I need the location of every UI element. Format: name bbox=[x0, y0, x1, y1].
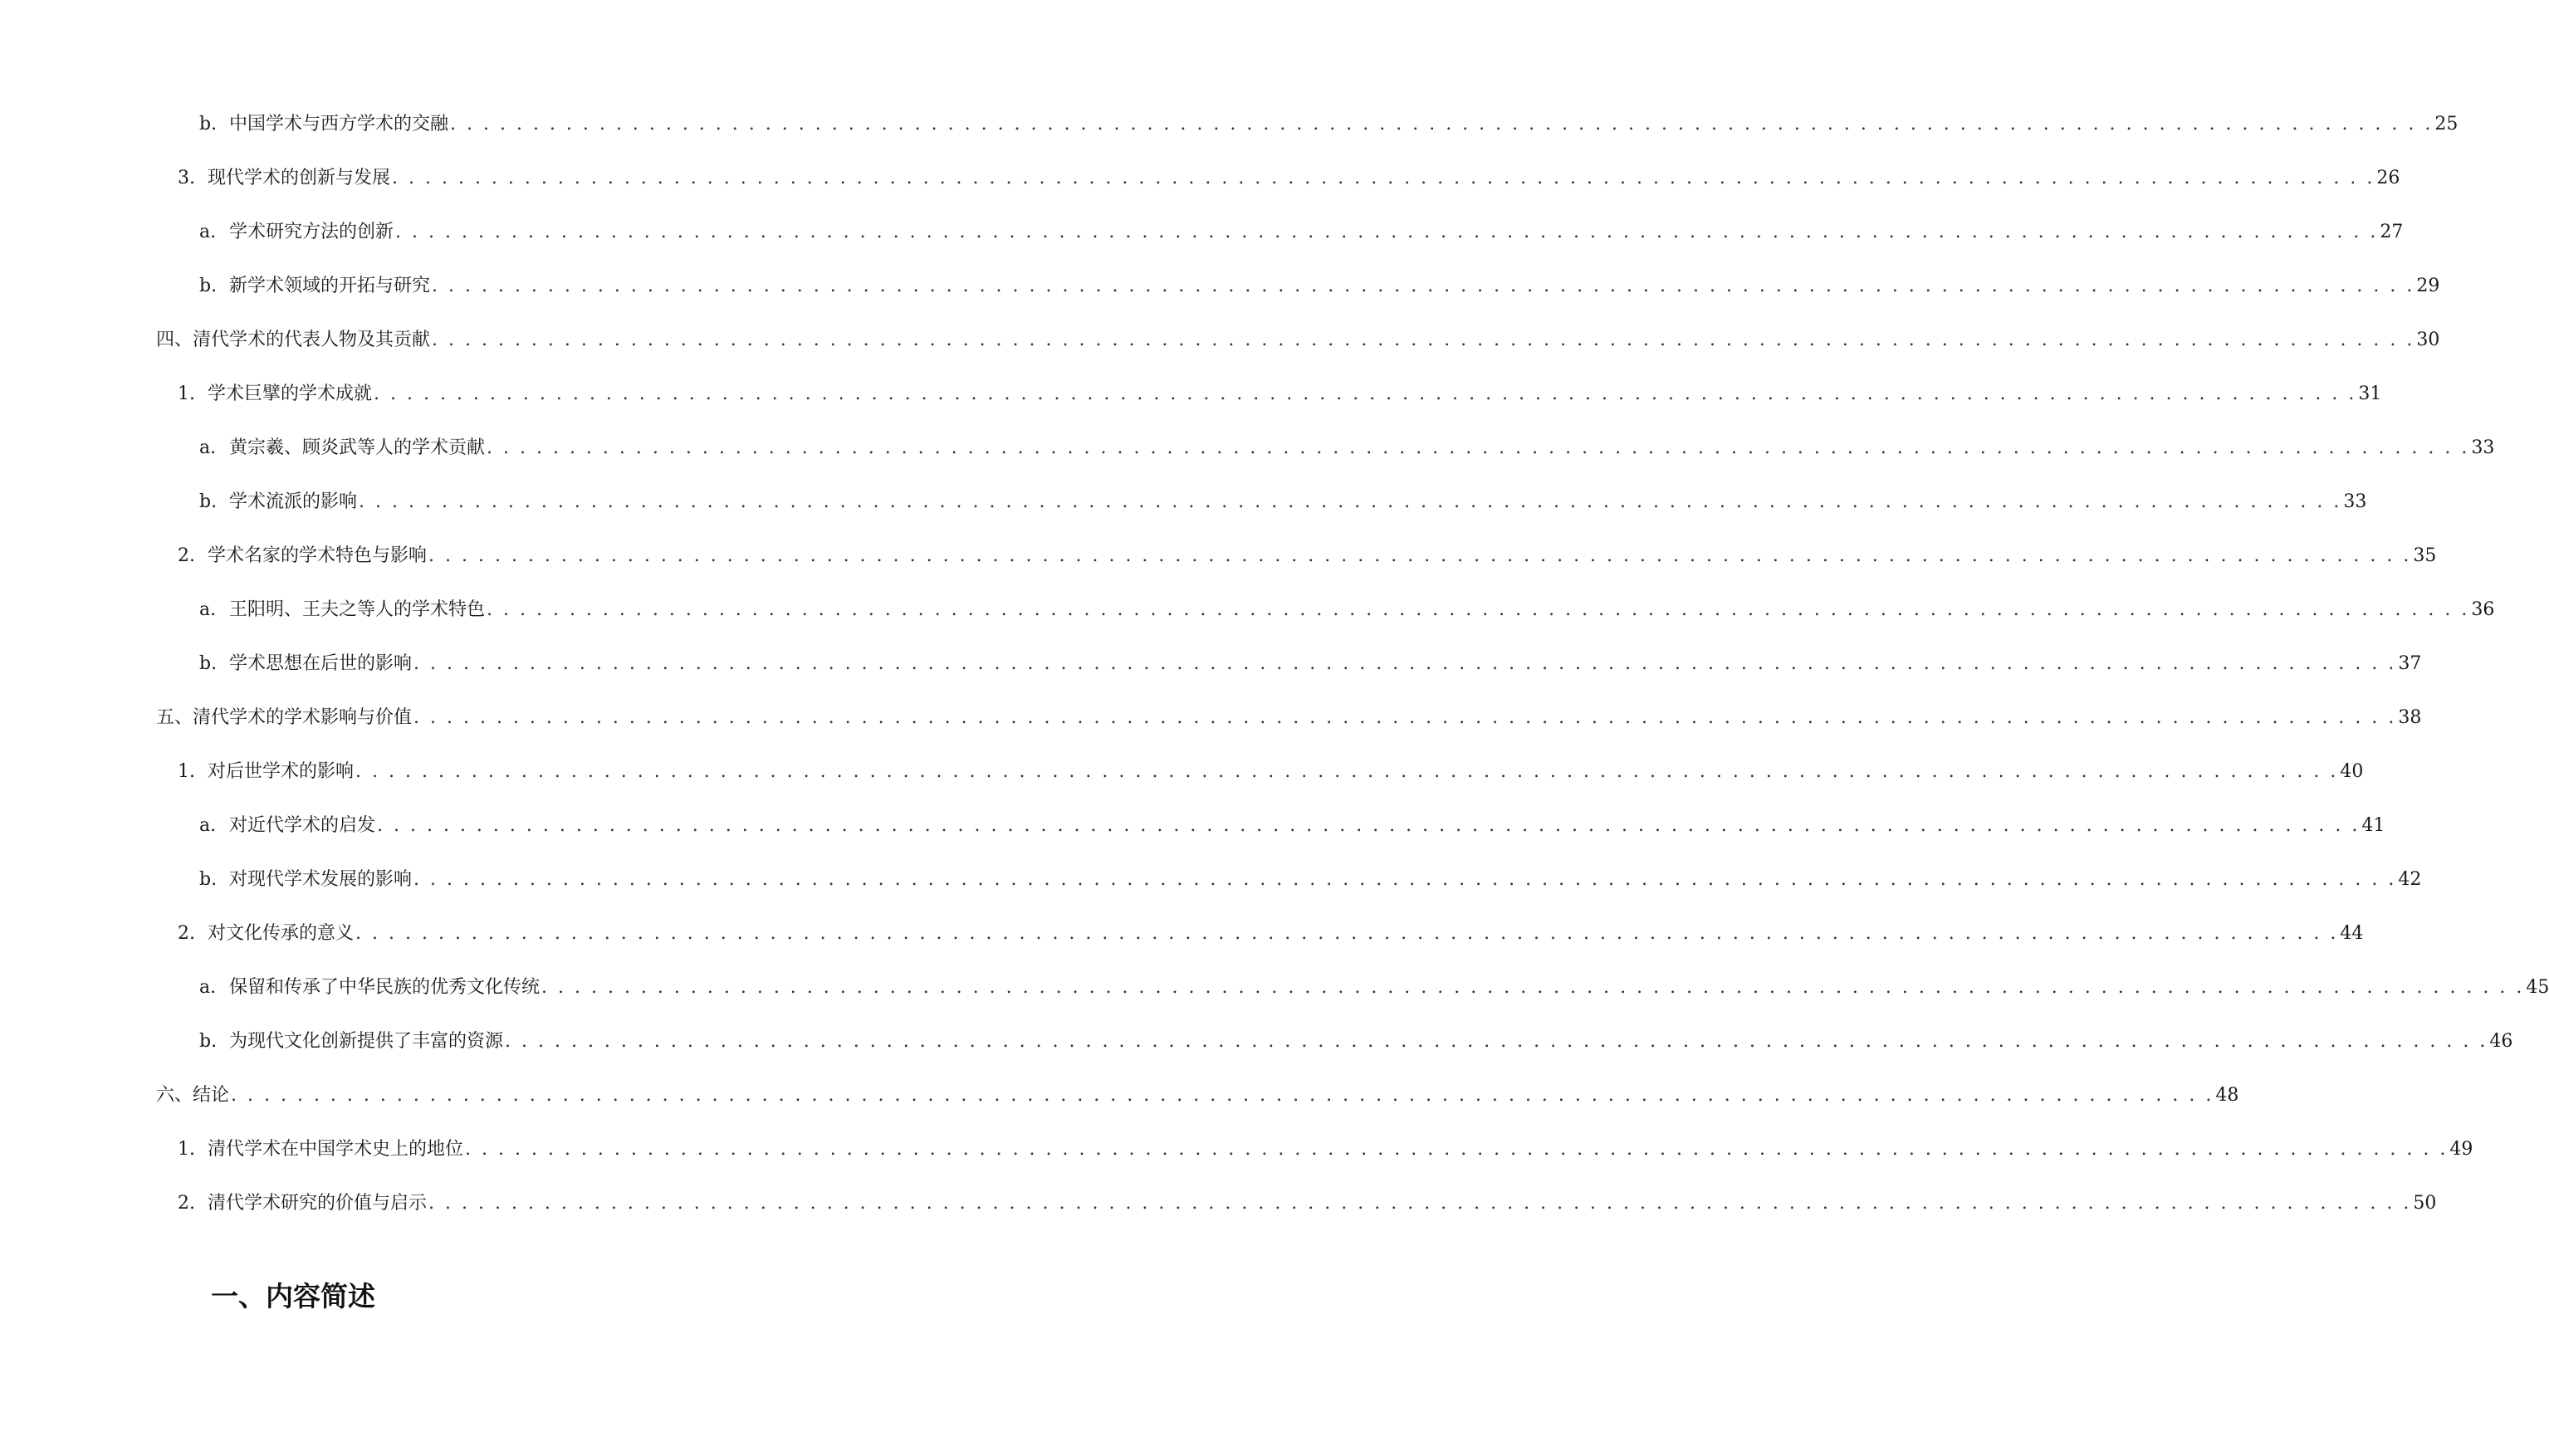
toc-entry[interactable] bbox=[199, 271, 2440, 301]
toc-dot-leader: . . . . . . . . . . . . . . . . . . . . . . . . . . . . . . . . . . . . . . . . . . . . . . . . . . . . . . . . . . . . . . . . . . . . . . . . . . . . . . . . . . . . . . . . . . . . . . . . . . . . . . . . . . . . . . . . . . . . . . . . bbox=[487, 599, 2470, 620]
toc-entry-marker: b. bbox=[199, 114, 218, 134]
toc-entry-page-number: 48 bbox=[2215, 1085, 2239, 1106]
toc-entry[interactable] bbox=[199, 865, 2422, 895]
toc-entry[interactable] bbox=[199, 649, 2422, 679]
toc-dot-leader: . . . . . . . . . . . . . . . . . . . . . . . . . . . . . . . . . . . . . . . . . . . . . . . . . . . . . . . . . . . . . . . . . . . . . . . . . . . . . . . . . . . . . . . . . . . . . . . . . . . . . . . . . . . . . . . . . . . . . . . . bbox=[374, 384, 2357, 404]
toc-entry-marker: a. bbox=[199, 599, 217, 620]
toc-entry-marker: b. bbox=[199, 1031, 218, 1052]
toc-entry-marker: 1. bbox=[178, 384, 195, 404]
toc-entry[interactable] bbox=[178, 541, 2437, 571]
toc-entry[interactable] bbox=[178, 919, 2364, 949]
toc-entry-title: 六、结论 bbox=[156, 1085, 230, 1106]
toc-dot-leader: . . . . . . . . . . . . . . . . . . . . . . . . . . . . . . . . . . . . . . . . . . . . . . . . . . . . . . . . . . . . . . . . . . . . . . . . . . . . . . . . . . . . . . . . . . . . . . . . . . . . . . . . . . . . . . . . . . . . . . . . bbox=[413, 653, 2397, 674]
toc-entry[interactable] bbox=[178, 1135, 2473, 1165]
toc-entry[interactable] bbox=[178, 757, 2364, 787]
toc-entry-page-number: 26 bbox=[2376, 168, 2400, 188]
toc-entry-page-number: 44 bbox=[2340, 923, 2364, 944]
toc-dot-leader: . . . . . . . . . . . . . . . . . . . . . . . . . . . . . . . . . . . . . . . . . . . . . . . . . . . . . . . . . . . . . . . . . . . . . . . . . . . . . . . . . . . . . . . . . . . . . . . . . . . . . . . . . . . . . . . . . . . . . . . . bbox=[355, 761, 2339, 782]
toc-dot-leader: . . . . . . . . . . . . . . . . . . . . . . . . . . . . . . . . . . . . . . . . . . . . . . . . . . . . . . . . . . . . . . . . . . . . . . . . . . . . . . . . . . . . . . . . . . . . . . . . . . . . . . . . . . . . . . . . . . . . . . . . bbox=[231, 1085, 2214, 1106]
toc-entry-page-number: 41 bbox=[2361, 815, 2385, 836]
toc-entry[interactable] bbox=[178, 1189, 2437, 1219]
toc-entry-title: 现代学术的创新与发展 bbox=[208, 168, 391, 188]
toc-entry-title: 中国学术与西方学术的交融 bbox=[229, 114, 449, 134]
toc-dot-leader: . . . . . . . . . . . . . . . . . . . . . . . . . . . . . . . . . . . . . . . . . . . . . . . . . . . . . . . . . . . . . . . . . . . . . . . . . . . . . . . . . . . . . . . . . . . . . . . . . . . . . . . . . . . . . . . . . . . . . . . . bbox=[432, 330, 2415, 350]
toc-entry-marker: 2. bbox=[178, 545, 195, 566]
toc-entry-marker: a. bbox=[199, 977, 217, 998]
toc-entry-marker: 1. bbox=[178, 1139, 195, 1160]
toc-dot-leader: . . . . . . . . . . . . . . . . . . . . . . . . . . . . . . . . . . . . . . . . . . . . . . . . . . . . . . . . . . . . . . . . . . . . . . . . . . . . . . . . . . . . . . . . . . . . . . . . . . . . . . . . . . . . . . . . . . . . . . . . bbox=[428, 545, 2412, 566]
toc-entry-title: 学术巨擘的学术成就 bbox=[208, 384, 373, 404]
toc-entry-title: 学术思想在后世的影响 bbox=[229, 653, 413, 674]
toc-dot-leader: . . . . . . . . . . . . . . . . . . . . . . . . . . . . . . . . . . . . . . . . . . . . . . . . . . . . . . . . . . . . . . . . . . . . . . . . . . . . . . . . . . . . . . . . . . . . . . . . . . . . . . . . . . . . . . . . . . . . . . . . bbox=[432, 276, 2415, 296]
toc-entry-title: 学术名家的学术特色与影响 bbox=[208, 545, 428, 566]
toc-entry-title: 清代学术在中国学术史上的地位 bbox=[208, 1139, 464, 1160]
toc-entry-title: 王阳明、王夫之等人的学术特色 bbox=[229, 599, 486, 620]
toc-entry-page-number: 27 bbox=[2380, 222, 2404, 242]
toc-entry-title: 对后世学术的影响 bbox=[208, 761, 355, 782]
toc-entry-marker: a. bbox=[199, 222, 217, 242]
toc-entry-title: 学术研究方法的创新 bbox=[229, 222, 394, 242]
toc-dot-leader: . . . . . . . . . . . . . . . . . . . . . . . . . . . . . . . . . . . . . . . . . . . . . . . . . . . . . . . . . . . . . . . . . . . . . . . . . . . . . . . . . . . . . . . . . . . . . . . . . . . . . . . . . . . . . . . . . . . . . . . . bbox=[450, 114, 2434, 134]
toc-entry[interactable] bbox=[178, 379, 2382, 409]
toc-dot-leader: . . . . . . . . . . . . . . . . . . . . . . . . . . . . . . . . . . . . . . . . . . . . . . . . . . . . . . . . . . . . . . . . . . . . . . . . . . . . . . . . . . . . . . . . . . . . . . . . . . . . . . . . . . . . . . . . . . . . . . . . bbox=[541, 977, 2525, 998]
toc-entry[interactable] bbox=[156, 325, 2440, 355]
toc-entry-title: 为现代文化创新提供了丰富的资源 bbox=[229, 1031, 504, 1052]
toc-entry-marker: 1. bbox=[178, 761, 195, 782]
toc-dot-leader: . . . . . . . . . . . . . . . . . . . . . . . . . . . . . . . . . . . . . . . . . . . . . . . . . . . . . . . . . . . . . . . . . . . . . . . . . . . . . . . . . . . . . . . . . . . . . . . . . . . . . . . . . . . . . . . . . . . . . . . . bbox=[359, 491, 2342, 512]
toc-entry-marker: b. bbox=[199, 869, 218, 890]
toc-dot-leader: . . . . . . . . . . . . . . . . . . . . . . . . . . . . . . . . . . . . . . . . . . . . . . . . . . . . . . . . . . . . . . . . . . . . . . . . . . . . . . . . . . . . . . . . . . . . . . . . . . . . . . . . . . . . . . . . . . . . . . . . bbox=[428, 1193, 2412, 1214]
toc-entry-marker: b. bbox=[199, 491, 218, 512]
toc-entry[interactable] bbox=[199, 433, 2495, 463]
toc-dot-leader: . . . . . . . . . . . . . . . . . . . . . . . . . . . . . . . . . . . . . . . . . . . . . . . . . . . . . . . . . . . . . . . . . . . . . . . . . . . . . . . . . . . . . . . . . . . . . . . . . . . . . . . . . . . . . . . . . . . . . . . . bbox=[487, 437, 2470, 458]
toc-entry[interactable] bbox=[199, 217, 2404, 247]
toc-entry[interactable] bbox=[199, 110, 2458, 139]
toc-entry-page-number: 33 bbox=[2471, 437, 2495, 458]
toc-entry-title: 四、清代学术的代表人物及其贡献 bbox=[156, 330, 431, 350]
toc-entry-page-number: 31 bbox=[2358, 384, 2382, 404]
toc-dot-leader: . . . . . . . . . . . . . . . . . . . . . . . . . . . . . . . . . . . . . . . . . . . . . . . . . . . . . . . . . . . . . . . . . . . . . . . . . . . . . . . . . . . . . . . . . . . . . . . . . . . . . . . . . . . . . . . . . . . . . . . . bbox=[392, 168, 2375, 188]
toc-entry-title: 黄宗羲、顾炎武等人的学术贡献 bbox=[229, 437, 486, 458]
toc-entry-title: 对文化传承的意义 bbox=[208, 923, 355, 944]
toc-dot-leader: . . . . . . . . . . . . . . . . . . . . . . . . . . . . . . . . . . . . . . . . . . . . . . . . . . . . . . . . . . . . . . . . . . . . . . . . . . . . . . . . . . . . . . . . . . . . . . . . . . . . . . . . . . . . . . . . . . . . . . . . bbox=[395, 222, 2379, 242]
toc-entry[interactable] bbox=[199, 973, 2549, 1003]
toc-entry-page-number: 37 bbox=[2398, 653, 2422, 674]
section-heading: 一、内容简述 bbox=[211, 1280, 375, 1312]
toc-dot-leader: . . . . . . . . . . . . . . . . . . . . . . . . . . . . . . . . . . . . . . . . . . . . . . . . . . . . . . . . . . . . . . . . . . . . . . . . . . . . . . . . . . . . . . . . . . . . . . . . . . . . . . . . . . . . . . . . . . . . . . . . bbox=[465, 1139, 2449, 1160]
toc-entry-page-number: 42 bbox=[2398, 869, 2422, 890]
toc-entry-page-number: 49 bbox=[2449, 1139, 2473, 1160]
toc-dot-leader: . . . . . . . . . . . . . . . . . . . . . . . . . . . . . . . . . . . . . . . . . . . . . . . . . . . . . . . . . . . . . . . . . . . . . . . . . . . . . . . . . . . . . . . . . . . . . . . . . . . . . . . . . . . . . . . . . . . . . . . . bbox=[355, 923, 2339, 944]
toc-entry-marker: b. bbox=[199, 276, 218, 296]
toc-dot-leader: . . . . . . . . . . . . . . . . . . . . . . . . . . . . . . . . . . . . . . . . . . . . . . . . . . . . . . . . . . . . . . . . . . . . . . . . . . . . . . . . . . . . . . . . . . . . . . . . . . . . . . . . . . . . . . . . . . . . . . . . bbox=[413, 869, 2397, 890]
toc-entry-marker: 2. bbox=[178, 1193, 195, 1214]
toc-entry-page-number: 30 bbox=[2416, 330, 2440, 350]
toc-entry-page-number: 38 bbox=[2398, 707, 2422, 728]
toc-entry-page-number: 45 bbox=[2526, 977, 2549, 998]
toc-entry-title: 新学术领域的开拓与研究 bbox=[229, 276, 431, 296]
toc-dot-leader: . . . . . . . . . . . . . . . . . . . . . . . . . . . . . . . . . . . . . . . . . . . . . . . . . . . . . . . . . . . . . . . . . . . . . . . . . . . . . . . . . . . . . . . . . . . . . . . . . . . . . . . . . . . . . . . . . . . . . . . . bbox=[413, 707, 2397, 728]
toc-entry-title: 保留和传承了中华民族的优秀文化传统 bbox=[229, 977, 541, 998]
toc-entry-page-number: 35 bbox=[2413, 545, 2437, 566]
toc-dot-leader: . . . . . . . . . . . . . . . . . . . . . . . . . . . . . . . . . . . . . . . . . . . . . . . . . . . . . . . . . . . . . . . . . . . . . . . . . . . . . . . . . . . . . . . . . . . . . . . . . . . . . . . . . . . . . . . . . . . . . . . . bbox=[505, 1031, 2488, 1052]
toc-entry-title: 对近代学术的启发 bbox=[229, 815, 376, 836]
toc-entry-marker: a. bbox=[199, 815, 217, 836]
toc-entry[interactable] bbox=[199, 487, 2367, 517]
toc-dot-leader: . . . . . . . . . . . . . . . . . . . . . . . . . . . . . . . . . . . . . . . . . . . . . . . . . . . . . . . . . . . . . . . . . . . . . . . . . . . . . . . . . . . . . . . . . . . . . . . . . . . . . . . . . . . . . . . . . . . . . . . . bbox=[377, 815, 2361, 836]
toc-entry-page-number: 29 bbox=[2416, 276, 2440, 296]
toc-entry[interactable] bbox=[199, 1027, 2513, 1057]
toc-entry-title: 清代学术研究的价值与启示 bbox=[208, 1193, 428, 1214]
toc-entry-marker: 2. bbox=[178, 923, 195, 944]
toc-entry-title: 五、清代学术的学术影响与价值 bbox=[156, 707, 413, 728]
toc-entry-page-number: 46 bbox=[2489, 1031, 2513, 1052]
toc-entry[interactable] bbox=[199, 811, 2385, 841]
toc-entry-marker: b. bbox=[199, 653, 218, 674]
toc-entry-page-number: 25 bbox=[2434, 114, 2458, 134]
toc-entry-title: 对现代学术发展的影响 bbox=[229, 869, 413, 890]
toc-entry-marker: 3. bbox=[178, 168, 195, 188]
toc-entry[interactable] bbox=[178, 164, 2400, 193]
toc-entry[interactable] bbox=[156, 1081, 2239, 1111]
toc-entry-page-number: 50 bbox=[2413, 1193, 2437, 1214]
toc-entry-page-number: 36 bbox=[2471, 599, 2495, 620]
toc-entry[interactable] bbox=[199, 595, 2495, 625]
toc-entry-page-number: 40 bbox=[2340, 761, 2364, 782]
toc-entry-title: 学术流派的影响 bbox=[229, 491, 358, 512]
toc-entry[interactable] bbox=[156, 703, 2422, 733]
toc-entry-marker: a. bbox=[199, 437, 217, 458]
toc-entry-page-number: 33 bbox=[2343, 491, 2367, 512]
